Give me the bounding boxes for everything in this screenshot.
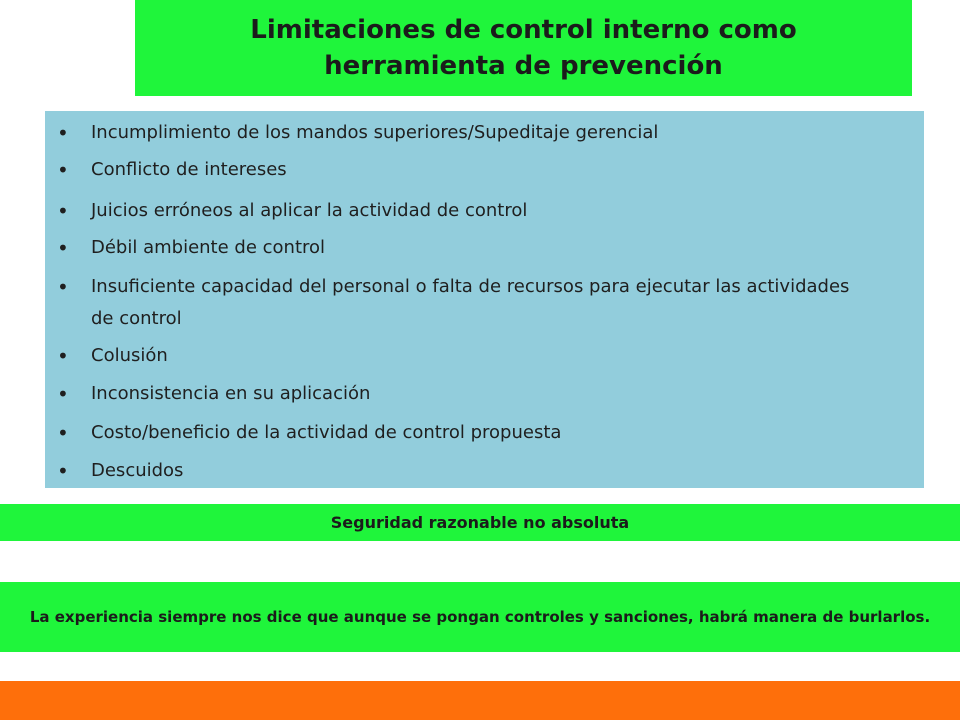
experience-note-band (0, 582, 960, 652)
reasonable-assurance-text: Seguridad razonable no absoluta (330, 513, 630, 532)
title-box (135, 0, 912, 96)
bullet-icon: • (57, 382, 69, 406)
limitations-list-box (45, 111, 924, 488)
bullet-icon: • (57, 121, 69, 145)
bullet-icon: • (57, 421, 69, 445)
bullet-icon: • (57, 344, 69, 368)
bullet-icon: • (57, 236, 69, 260)
list-item-text: Incumplimiento de los mandos superiores/Supeditaje gerencial (91, 122, 659, 143)
list-item-text: Juicios erróneos al aplicar la actividad de control (91, 200, 528, 221)
bullet-icon: • (57, 158, 69, 182)
list-item-text: Conflicto de intereses (91, 159, 287, 180)
list-item-text: Costo/beneficio de la actividad de control propuesta (91, 422, 562, 443)
bullet-icon: • (57, 275, 69, 299)
experience-note-text: La experiencia siempre nos dice que aunque se pongan controles y sanciones, habrá manera de burlarlos. (29, 608, 931, 626)
list-item-text: Débil ambiente de control (91, 237, 326, 258)
bullet-icon: • (57, 459, 69, 483)
list-item-text: Colusión (91, 345, 168, 366)
reasonable-assurance-band (0, 504, 960, 541)
list-item-text: Inconsistencia en su aplicación (91, 383, 371, 404)
slide-title: Limitaciones de control interno como herramienta de prevención (250, 15, 797, 81)
list-item-text: Descuidos (91, 460, 184, 481)
bullet-icon: • (57, 199, 69, 223)
bottom-accent-bar (0, 681, 960, 720)
list-item-text: Insuficiente capacidad del personal o falta de recursos para ejecutar las actividades de control (91, 276, 850, 329)
